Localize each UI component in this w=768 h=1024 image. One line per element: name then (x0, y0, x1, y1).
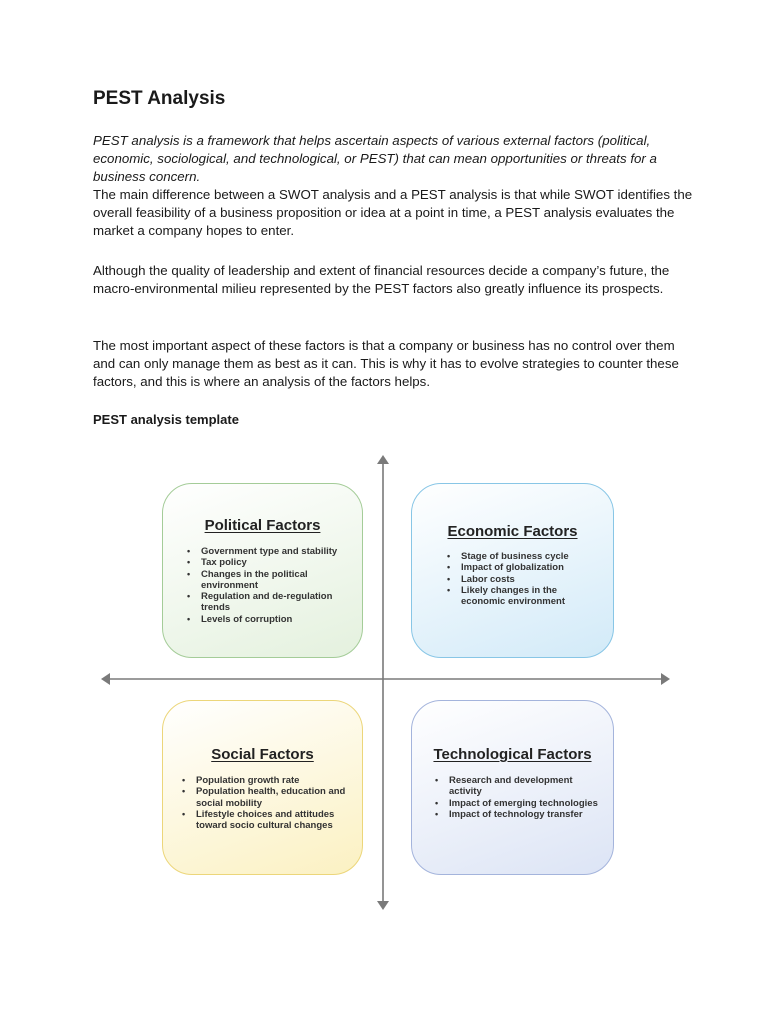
list-item: • Stage of business cycle (445, 551, 595, 562)
technological-factors-title: Technological Factors (433, 746, 592, 763)
list-item: • Levels of corruption (185, 614, 350, 625)
economic-factors-title: Economic Factors (447, 523, 578, 540)
vertical-axis (377, 455, 389, 910)
down-arrow-icon (377, 901, 389, 910)
control-paragraph: The most important aspect of these factors is that a company or business has no control over them and can only manage them as best as it can. This is why it has to evolve strategies to counter these factors, and this is where an analysis of the factors helps. (93, 338, 679, 389)
list-item: • Impact of technology transfer (433, 809, 605, 820)
list-item: • Lifestyle choices and attitudes toward socio cultural changes (180, 809, 350, 832)
social-factors-list (180, 775, 350, 831)
social-factors-title: Social Factors (211, 746, 314, 763)
list-item: • Government type and stability (185, 546, 350, 557)
page-title: PEST Analysis (93, 88, 226, 109)
horizontal-axis (101, 673, 670, 685)
list-item: • Impact of globalization (445, 562, 595, 573)
list-item: • Population growth rate (180, 775, 350, 786)
list-item: • Research and development activity (433, 775, 605, 798)
technological-factors-box (411, 700, 614, 875)
social-factors-box (162, 700, 363, 875)
template-heading: PEST analysis template (93, 412, 239, 427)
intro-paragraph: PEST analysis is a framework that helps ascertain aspects of various external factors (political, economic, sociological, and technological, or PEST) that can mean opportunities or threats for a business concern. (93, 133, 657, 184)
political-factors-title: Political Factors (204, 517, 321, 534)
right-arrow-icon (661, 673, 670, 685)
list-item: • Regulation and de-regulation trends (185, 591, 350, 614)
list-item: • Population health, education and social mobility (180, 786, 350, 809)
economic-factors-box (411, 483, 614, 658)
list-item: • Impact of emerging technologies (433, 798, 605, 809)
economic-factors-list (445, 551, 595, 607)
leadership-paragraph: Although the quality of leadership and extent of financial resources decide a company’s future, the macro-environmental milieu represented by the PEST factors also greatly influence its prospects. (93, 263, 670, 296)
list-item: • Tax policy (185, 557, 350, 568)
technological-factors-list (433, 775, 605, 820)
political-factors-list (185, 546, 350, 625)
up-arrow-icon (377, 455, 389, 464)
swot-comparison-paragraph: The main difference between a SWOT analysis and a PEST analysis is that while SWOT identifies the overall feasibility of a business proposition or idea at a point in time, a PEST analysis evaluates the market a company hopes to enter. (93, 187, 693, 238)
list-item: • Likely changes in the economic environment (445, 585, 595, 608)
left-arrow-icon (101, 673, 110, 685)
political-factors-box (162, 483, 363, 658)
list-item: • Labor costs (445, 574, 595, 585)
list-item: • Changes in the political environment (185, 569, 350, 592)
